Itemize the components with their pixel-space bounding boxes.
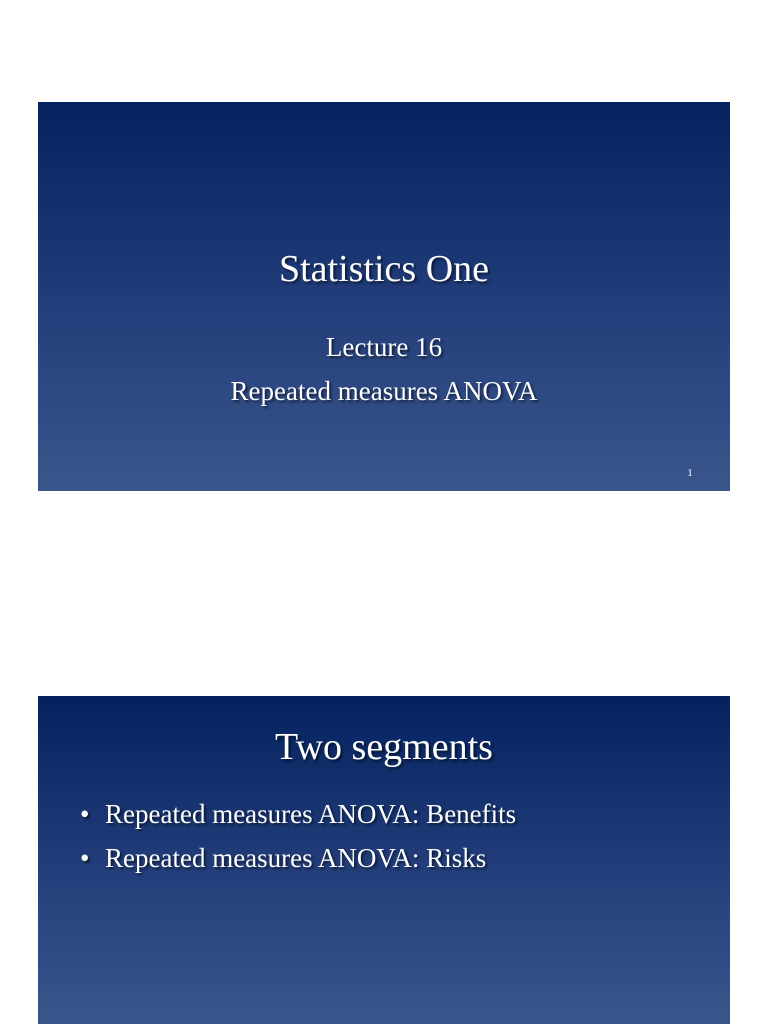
bullet-icon: • (80, 799, 90, 829)
slide-title: Two segments (275, 726, 493, 768)
content-slide (38, 696, 730, 1024)
lecture-number: Lecture 16 (325, 332, 443, 362)
bullet-icon: • (80, 843, 90, 873)
lecture-topic: Repeated measures ANOVA (230, 376, 538, 406)
bullet-item (80, 836, 516, 880)
bullet-text: Repeated measures ANOVA: Benefits (105, 799, 517, 829)
bullet-item (80, 792, 516, 836)
slide-title: Statistics One (278, 248, 490, 290)
title-slide (38, 102, 730, 491)
bullet-text: Repeated measures ANOVA: Risks (105, 843, 487, 873)
slide-number: 1 (687, 467, 693, 479)
bullet-list (80, 792, 516, 880)
